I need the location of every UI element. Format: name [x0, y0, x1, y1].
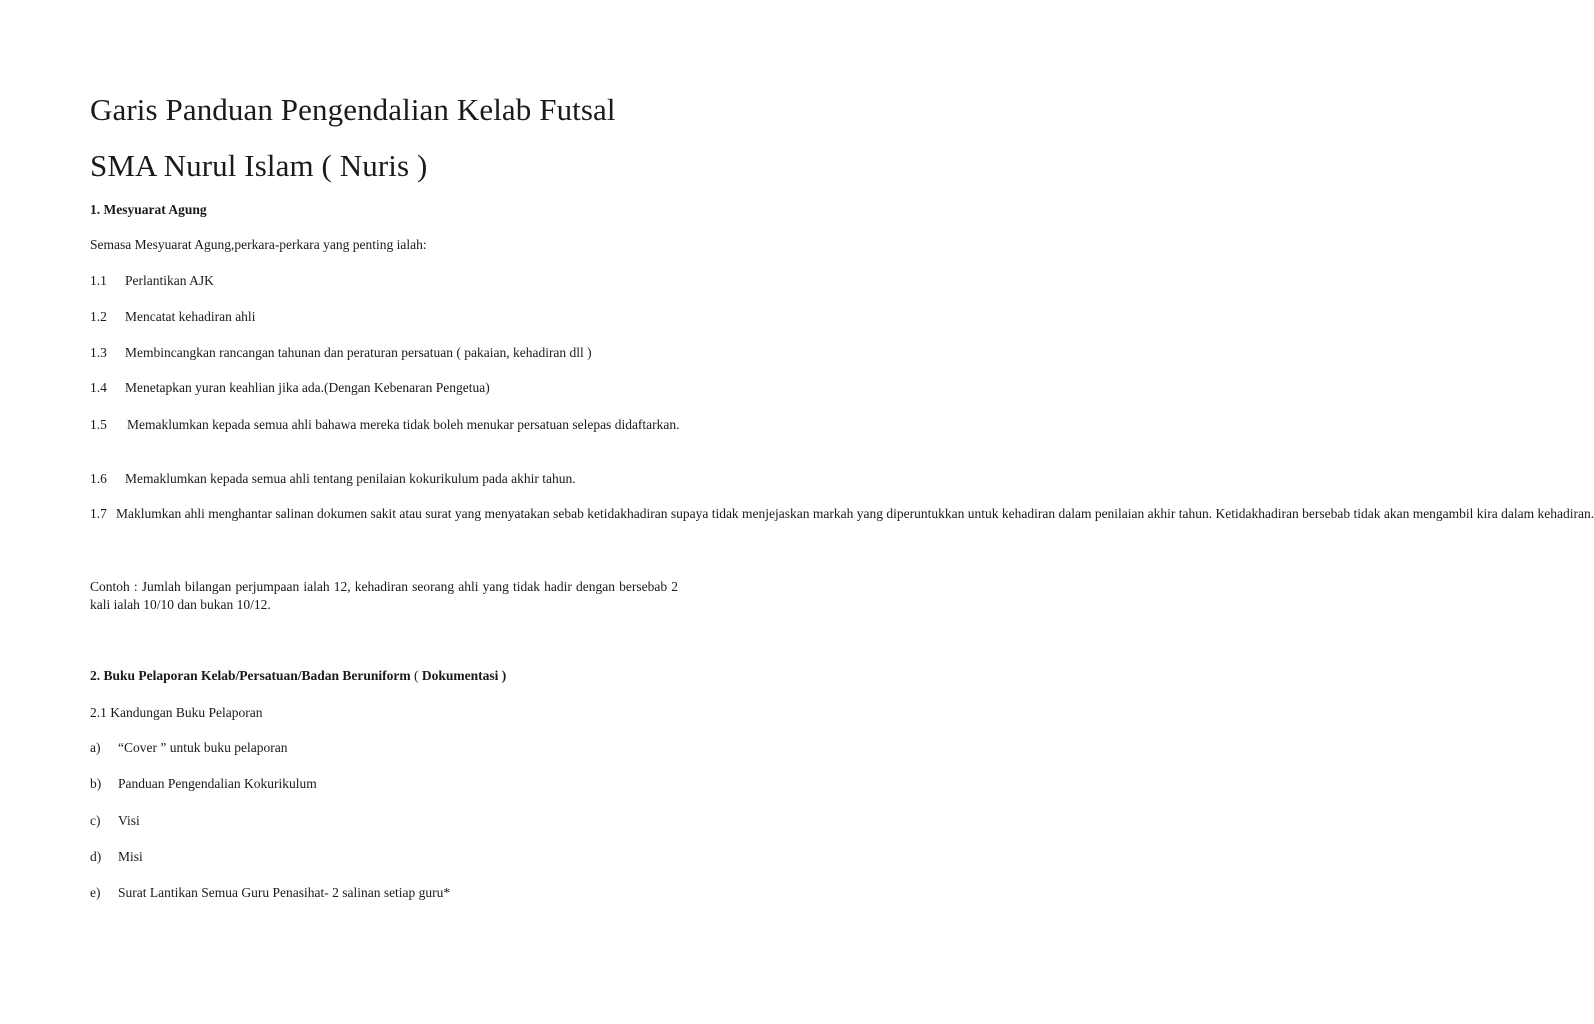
section1-example: Contoh : Jumlah bilangan perjumpaan ialah 12, kehadiran seorang ahli yang tidak hadir dengan bersebab 2 kali ialah 10/10 dan bukan 10/12.	[90, 579, 678, 612]
item-text: Perlantikan AJK	[125, 273, 214, 288]
item-letter: c)	[90, 813, 101, 828]
item-number: 1.1	[90, 273, 107, 288]
document-title-line1: Garis Panduan Pengendalian Kelab Futsal	[90, 92, 616, 127]
section2-subheading: 2.1 Kandungan Buku Pelaporan	[90, 705, 263, 720]
item-letter: d)	[90, 849, 102, 864]
list-item	[90, 379, 678, 397]
list-item	[90, 470, 678, 488]
document-title-line2: SMA Nurul Islam ( Nuris )	[90, 148, 428, 183]
list-item	[90, 272, 678, 290]
item-text: Visi	[118, 813, 140, 828]
section2-heading-paren: (	[410, 668, 422, 683]
list-item	[90, 344, 678, 362]
section1-intro: Semasa Mesyuarat Agung,perkara-perkara yang penting ialah:	[90, 237, 427, 252]
list-item	[90, 739, 678, 757]
item-number: 1.5	[90, 417, 107, 432]
item-text: “Cover ” untuk buku pelaporan	[118, 740, 288, 755]
item-text: Mencatat kehadiran ahli	[125, 309, 256, 324]
item-letter: a)	[90, 740, 101, 755]
list-item	[90, 308, 678, 326]
list-item	[90, 884, 678, 902]
list-item	[90, 775, 678, 793]
item-text: Membincangkan rancangan tahunan dan peraturan persatuan ( pakaian, kehadiran dll )	[125, 345, 592, 360]
section2-heading-main: 2. Buku Pelaporan Kelab/Persatuan/Badan Beruniform	[90, 668, 411, 683]
item-number: 1.2	[90, 309, 107, 324]
item-text: Memaklumkan kepada semua ahli tentang penilaian kokurikulum pada akhir tahun.	[125, 471, 576, 486]
item-number: 1.7	[90, 506, 107, 521]
list-item	[90, 416, 678, 434]
item-number: 1.6	[90, 471, 107, 486]
item-text: Panduan Pengendalian Kokurikulum	[118, 776, 317, 791]
section1-heading: 1. Mesyuarat Agung	[90, 202, 207, 217]
item-letter: b)	[90, 776, 102, 791]
list-item	[90, 812, 678, 830]
section2-heading	[90, 668, 678, 684]
item-letter: e)	[90, 885, 101, 900]
item-text: Surat Lantikan Semua Guru Penasihat- 2 salinan setiap guru*	[118, 885, 451, 900]
item-text: Misi	[118, 849, 143, 864]
item-number: 1.4	[90, 380, 107, 395]
section2-heading-doc: Dokumentasi )	[421, 668, 507, 683]
item-text: Menetapkan yuran keahlian jika ada.(Dengan Kebenaran Pengetua)	[125, 380, 490, 395]
item-text: Maklumkan ahli menghantar salinan dokumen sakit atau surat yang menyatakan sebab ketidakhadiran supaya tidak menjejaskan markah yang diperuntukkan untuk kehadiran dalam penilaian akhir tahun. Ketidakhadiran bersebab tidak akan mengambil kira dalam kehadiran.	[116, 506, 1594, 521]
list-item	[90, 848, 678, 866]
list-item	[90, 505, 1594, 523]
item-text: Memaklumkan kepada semua ahli bahawa mereka tidak boleh menukar persatuan selepas didaftarkan.	[127, 417, 680, 432]
item-number: 1.3	[90, 345, 107, 360]
